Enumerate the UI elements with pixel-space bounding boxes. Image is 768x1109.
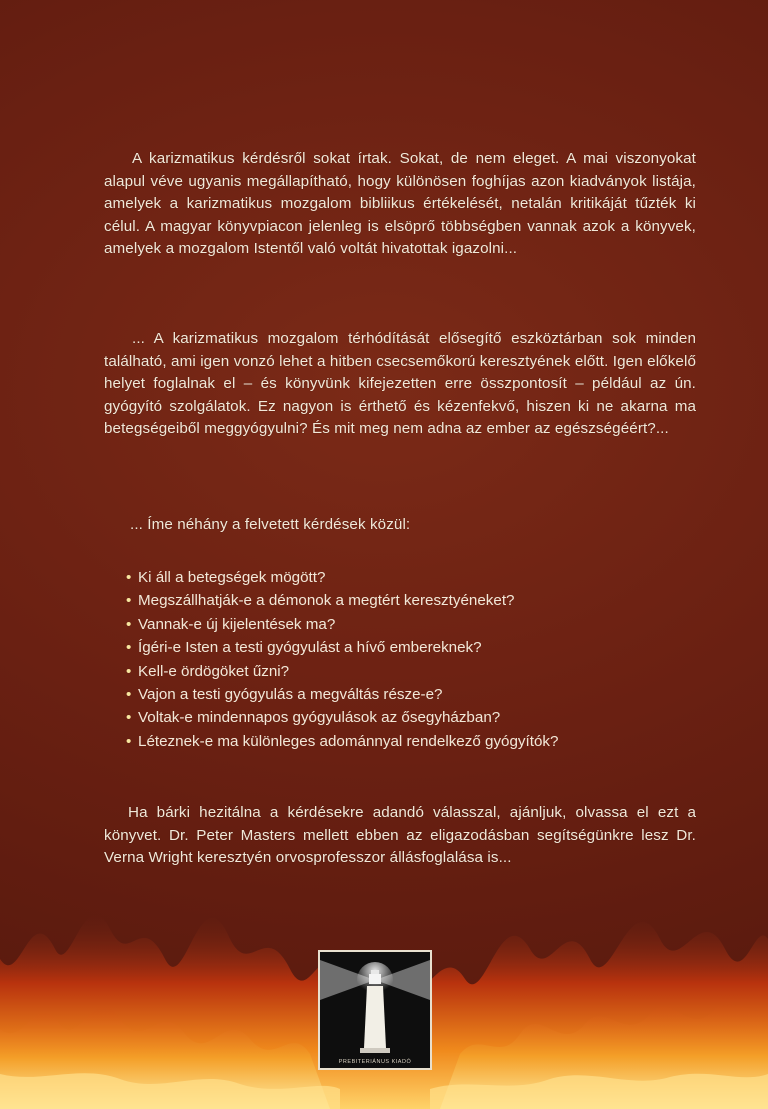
list-item: • Ígéri-e Isten a testi gyógyulást a hívő embereknek? <box>126 636 558 659</box>
list-item: • Kell-e ördögöket űzni? <box>126 660 558 683</box>
bullet-icon: • <box>126 615 132 633</box>
publisher-logo <box>318 950 432 1070</box>
list-item: • Vajon a testi gyógyulás a megváltás része-e? <box>126 683 558 706</box>
bullet-icon: • <box>126 709 132 727</box>
questions-list <box>126 566 558 753</box>
second-paragraph: ... A karizmatikus mozgalom térhódítását elősegítő eszköztárban sok minden található, ami igen vonzó lehet a hitben csecsemőkorú keresztyének előtt. Igen előkelő helyet foglalnak el – és könyvünk kifejezetten erre összpontosít – például az ún. gyógyító szolgálatok. Ez nagyon is érthető és kézenfekvő, hiszen ki ne akarna ma betegségeiből meggyógyulni? És mit meg nem adna az ember az egészségéért?... <box>104 330 696 438</box>
publisher-name: PREBITERIÁNUS KIADÓ <box>338 1059 412 1065</box>
bullet-icon: • <box>126 639 132 657</box>
bullet-icon: • <box>126 592 132 610</box>
list-item: • Voltak-e mindennapos gyógyulások az ősegyházban? <box>126 706 558 729</box>
questions-intro: ... Íme néhány a felvetett kérdések közül: <box>130 516 411 533</box>
bullet-icon: • <box>126 686 132 704</box>
intro-paragraph: A karizmatikus kérdésről sokat írtak. Sokat, de nem eleget. A mai viszonyokat alapul véve ugyanis megállapítható, hogy különösen foghíjas azon kiadványok listája, amelyek a karizmatikus mozgalom bibliikus értékelését, netalán kritikáját tűzték ki célul. A magyar könyvpiacon jelenleg is elsöprő többségben vannak azok a könyvek, amelyek a mozgalom Istentől való voltát hivatottak igazolni... <box>104 150 696 258</box>
list-item: • Megszállhatják-e a démonok a megtért keresztyéneket? <box>126 589 558 612</box>
lighthouse-icon <box>320 952 430 1068</box>
bullet-icon: • <box>126 662 132 680</box>
list-item: • Vannak-e új kijelentések ma? <box>126 613 558 636</box>
list-item: • Léteznek-e ma különleges adománnyal rendelkező gyógyítók? <box>126 730 558 753</box>
closing-paragraph: Ha bárki hezitálna a kérdésekre adandó válasszal, ajánljuk, olvassa el ezt a könyvet. Dr. Peter Masters mellett ebben az eligazodásban segítségünkre lesz Dr. Verna Wright keresztyén orvosprofesszor állásfoglalása is... <box>104 804 696 867</box>
bullet-icon: • <box>126 732 132 750</box>
list-item: • Ki áll a betegségek mögött? <box>126 566 558 589</box>
bullet-icon: • <box>126 569 132 586</box>
